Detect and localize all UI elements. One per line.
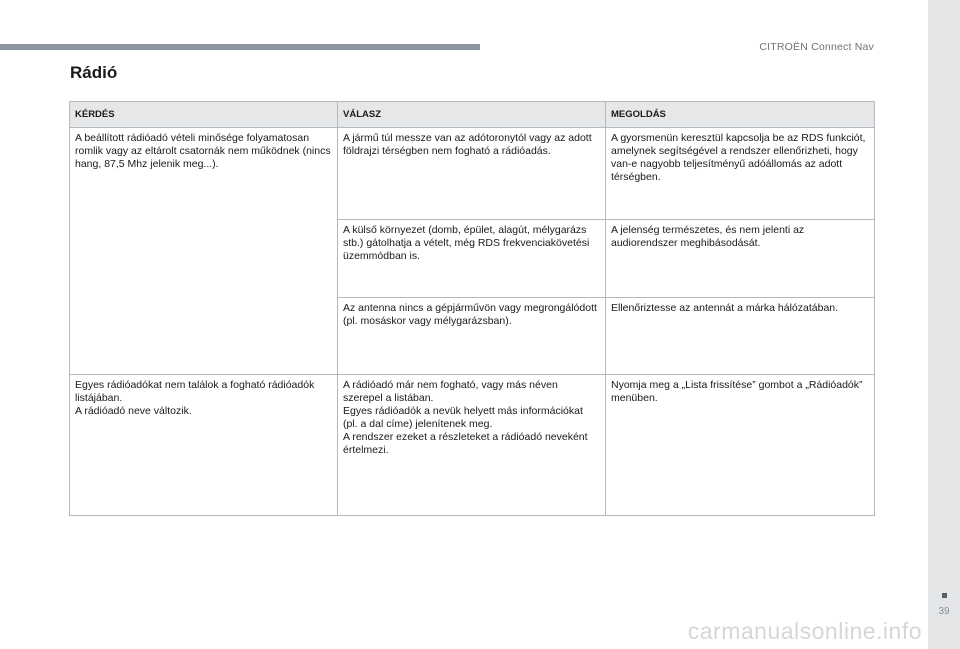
faq-table <box>69 101 875 516</box>
solution-cell: Ellenőriztesse az antennát a márka hálózatában. <box>606 298 875 375</box>
answer-cell: A külső környezet (domb, épület, alagút, mélygarázs stb.) gátolhatja a vételt, még RDS frekvenciakövetési üzemmódban is. <box>338 220 606 298</box>
table-row <box>70 375 875 516</box>
watermark: carmanualsonline.info <box>687 618 922 644</box>
solution-cell: A jelenség természetes, és nem jelenti az audiorendszer meghibásodását. <box>606 220 875 298</box>
page-side-strip <box>928 0 960 649</box>
answer-cell: A rádióadó már nem fogható, vagy más néven szerepel a listában. Egyes rádióadók a nevük helyett más információkat (pl. a dal címe) jelenítenek meg. A rendszer ezeket a részleteket a rádióadó neveként értelmezi. <box>338 375 606 516</box>
answer-cell: A jármű túl messze van az adótoronytól vagy az adott földrajzi térségben nem fogható a rádióadás. <box>338 128 606 220</box>
page-marker <box>942 593 947 598</box>
question-cell: A beállított rádióadó vételi minősége folyamatosan romlik vagy az eltárolt csatornák nem működnek (nincs hang, 87,5 Mhz jelenik meg...). <box>70 128 338 375</box>
page-number: 39 <box>938 606 950 617</box>
question-cell: Egyes rádióadókat nem találok a fogható rádióadók listájában. A rádióadó neve változik. <box>70 375 338 516</box>
page-title: Rádió <box>70 63 118 82</box>
table-row <box>70 128 875 220</box>
table-header-row <box>70 102 875 128</box>
header-accent-bar <box>0 44 480 50</box>
column-header-question: KÉRDÉS <box>70 102 338 128</box>
brand-label: CITROËN Connect Nav <box>759 41 874 53</box>
column-header-solution: MEGOLDÁS <box>606 102 875 128</box>
solution-cell: A gyorsmenün keresztül kapcsolja be az RDS funkciót, amelynek segítségével a rendszer ellenőrizheti, hogy van-e nagyobb teljesítményű adóállomás az adott térségben. <box>606 128 875 220</box>
column-header-answer: VÁLASZ <box>338 102 606 128</box>
solution-cell: Nyomja meg a „Lista frissítése” gombot a „Rádióadók” menüben. <box>606 375 875 516</box>
answer-cell: Az antenna nincs a gépjárművön vagy megrongálódott (pl. mosáskor vagy mélygarázsban). <box>338 298 606 375</box>
